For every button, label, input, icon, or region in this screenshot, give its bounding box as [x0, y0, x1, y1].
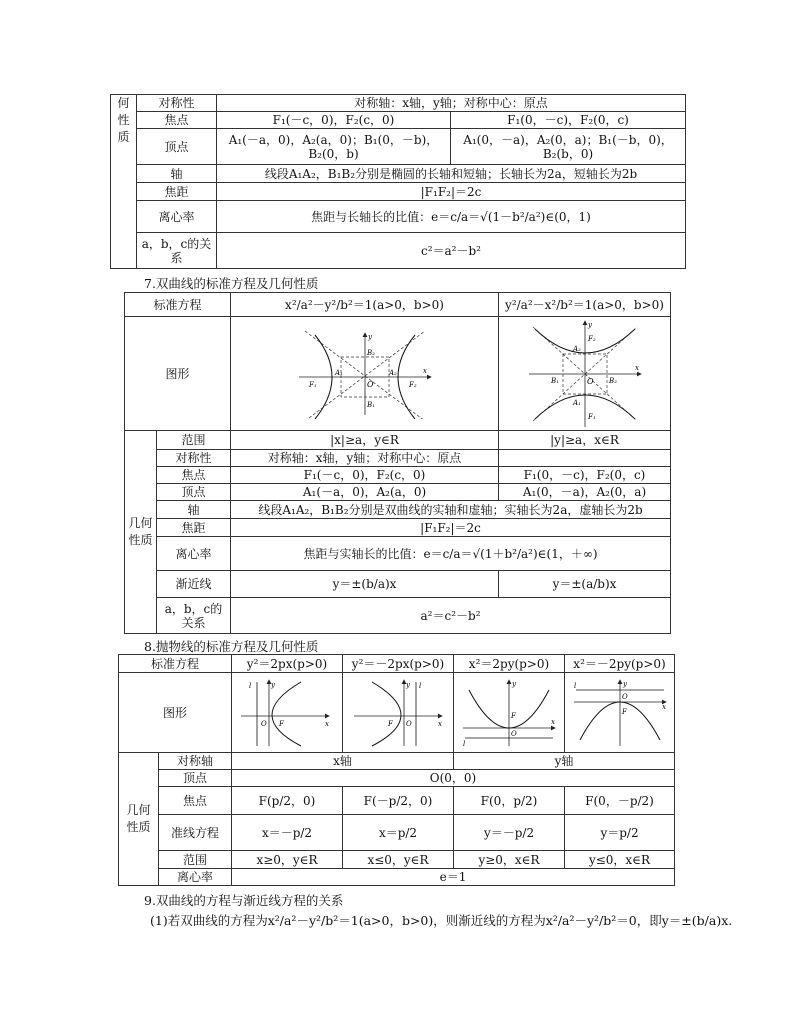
parabola-left-figure: [350, 678, 446, 748]
svg-text:y: y: [271, 680, 275, 689]
parabola-table: [118, 654, 675, 886]
hyperbola-table: [124, 292, 671, 634]
row-label: 离心率: [159, 869, 232, 886]
cell: F₁(－c，0)，F₂(c，0): [231, 467, 499, 484]
svg-text:l: l: [249, 681, 252, 690]
svg-text:B₁: B₁: [366, 400, 375, 409]
cell: y＝p/2: [565, 815, 675, 851]
row-label: 轴: [137, 165, 217, 183]
svg-text:F₁: F₁: [587, 412, 596, 421]
cell: 焦距与实轴长的比值：e＝c/a＝√(1＋b²/a²)∈(1，＋∞): [231, 537, 671, 571]
row-label: 轴: [157, 501, 231, 519]
svg-text:F: F: [388, 719, 393, 728]
cell: |y|≥a，x∈R: [499, 431, 671, 450]
parabola-side-label: 几何性质: [119, 753, 159, 886]
row-label: 离心率: [157, 537, 231, 571]
row-label: a，b，c的关系: [157, 598, 231, 634]
cell: a²＝c²－b²: [231, 598, 671, 634]
parabola-up-figure: [459, 678, 559, 748]
cell: x≥0，y∈R: [232, 851, 343, 869]
cell: 对称轴：x轴，y轴；对称中心：原点: [231, 450, 499, 467]
svg-text:O: O: [366, 379, 374, 389]
svg-text:A₂: A₂: [388, 368, 397, 377]
svg-text:F: F: [511, 711, 516, 720]
cell: 对称轴：x轴，y轴；对称中心：原点: [217, 95, 686, 112]
cell: F(－p/2，0): [343, 787, 454, 815]
svg-text:x: x: [422, 366, 427, 375]
cell: x＝－p/2: [232, 815, 343, 851]
std-label: 标准方程: [125, 293, 231, 317]
svg-text:F₂: F₂: [408, 380, 417, 389]
svg-text:O: O: [586, 376, 594, 386]
row-label: 渐近线: [157, 571, 231, 598]
row-label: a，b，c的关系: [137, 233, 217, 269]
row-label: 焦点: [157, 467, 231, 484]
cell: y＝±(b/a)x: [231, 571, 499, 598]
std-equation-horizontal: x²/a²－y²/b²＝1(a>0，b>0): [231, 293, 499, 317]
cell: F₁(0，－c)，F₂(0，c): [451, 112, 686, 129]
svg-text:F: F: [621, 707, 627, 716]
row-label: 离心率: [137, 201, 217, 233]
parabola-graph-left: [343, 673, 454, 753]
std-equation: x²＝2py(p>0): [454, 655, 565, 673]
cell: c²＝a²－b²: [217, 233, 686, 269]
svg-text:A₁: A₁: [572, 398, 581, 407]
cell: A₁(0，－a)，A₂(0，a)；B₁(－b，0)，B₂(b，0): [451, 129, 686, 165]
svg-text:x: x: [438, 719, 442, 728]
row-label: 准线方程: [159, 815, 232, 851]
svg-text:F₂: F₂: [587, 334, 596, 343]
section9-item1: (1)若双曲线的方程为x²/a²－y²/b²＝1(a>0，b>0)，则渐近线的方程为x²/a²－y²/b²＝0，即y＝±(b/a)x.: [150, 913, 733, 928]
svg-text:x: x: [661, 702, 666, 711]
cell: y＝－p/2: [454, 815, 565, 851]
svg-text:l: l: [573, 681, 576, 690]
graph-label: 图形: [125, 317, 231, 431]
graph-label: 图形: [119, 673, 232, 753]
row-label: 范围: [157, 431, 231, 450]
svg-text:B₂: B₂: [366, 348, 375, 357]
svg-text:O: O: [621, 692, 628, 701]
svg-text:O: O: [406, 719, 412, 728]
row-label: 焦距: [137, 183, 217, 201]
svg-text:x: x: [634, 363, 639, 372]
cell: x＝p/2: [343, 815, 454, 851]
cell: F(0，－p/2): [565, 787, 675, 815]
cell: |F₁F₂|＝2c: [217, 183, 686, 201]
hyperbola-graph-vertical: [499, 317, 671, 431]
cell: 焦距与长轴长的比值：e＝c/a＝√(1－b²/a²)∈(0，1): [217, 201, 686, 233]
ellipse-properties-table: [110, 94, 686, 269]
svg-text:x: x: [325, 719, 329, 728]
svg-text:A₁: A₁: [334, 368, 343, 377]
parabola-graph-down: [565, 673, 675, 753]
row-label: 范围: [159, 851, 232, 869]
cell: |F₁F₂|＝2c: [231, 519, 671, 537]
svg-text:B₁: B₁: [550, 376, 559, 385]
cell: F₁(0，－c)，F₂(0，c): [499, 467, 671, 484]
svg-text:O: O: [511, 729, 517, 738]
row-label: 顶点: [159, 770, 232, 787]
cell: e＝1: [232, 869, 675, 886]
cell: x≤0，y∈R: [343, 851, 454, 869]
std-equation: y²＝2px(p>0): [232, 655, 343, 673]
parabola-graph-up: [454, 673, 565, 753]
svg-text:y: y: [367, 332, 372, 341]
row-label: 对称轴: [159, 753, 232, 770]
cell: A₁(－a，0)，A₂(a，0): [231, 484, 499, 501]
svg-text:y: y: [622, 679, 627, 688]
row-label: 焦距: [157, 519, 231, 537]
cell: |x|≥a，y∈R: [231, 431, 499, 450]
svg-text:A₂: A₂: [572, 344, 581, 353]
svg-text:x: x: [551, 717, 555, 726]
hyperbola-graph-horizontal: [231, 317, 499, 431]
section9-title: 9.双曲线的方程与渐近线方程的关系: [144, 893, 344, 908]
cell: F(p/2，0): [232, 787, 343, 815]
hyperbola-vertical-figure: [525, 319, 645, 429]
cell: F(0，p/2): [454, 787, 565, 815]
parabola-down-figure: [570, 678, 670, 748]
std-equation: x²＝－2py(p>0): [565, 655, 675, 673]
row-label: 顶点: [157, 484, 231, 501]
parabola-graph-right: [232, 673, 343, 753]
cell: x轴: [232, 753, 454, 770]
cell: 线段A₁A₂，B₁B₂分别是椭圆的长轴和短轴；长轴长为2a，短轴长为2b: [217, 165, 686, 183]
hyperbola-section-title: 7.双曲线的标准方程及几何性质: [144, 276, 319, 291]
cell: A₁(－a，0)，A₂(a，0)；B₁(0，－b)，B₂(0，b): [217, 129, 451, 165]
hyperbola-horizontal-figure: [295, 329, 435, 419]
row-label: 焦点: [137, 112, 217, 129]
std-equation-vertical: y²/a²－x²/b²＝1(a>0，b>0): [499, 293, 671, 317]
row-label: 对称性: [157, 450, 231, 467]
svg-text:y: y: [406, 680, 410, 689]
svg-text:O: O: [261, 719, 267, 728]
svg-text:B₂: B₂: [608, 376, 617, 385]
svg-text:l: l: [463, 739, 466, 748]
svg-text:y: y: [587, 320, 592, 329]
svg-text:y: y: [512, 679, 516, 688]
parabola-section-title: 8.抛物线的标准方程及几何性质: [144, 639, 319, 654]
ellipse-side-label: 何性质: [111, 95, 137, 269]
cell: y轴: [454, 753, 675, 770]
cell: y≤0，x∈R: [565, 851, 675, 869]
svg-text:F: F: [279, 719, 284, 728]
cell: A₁(0，－a)，A₂(0，a): [499, 484, 671, 501]
cell: F₁(－c，0)，F₂(c，0): [217, 112, 451, 129]
cell: y≥0，x∈R: [454, 851, 565, 869]
parabola-right-figure: [239, 678, 335, 748]
hyperbola-side-label: 几何性质: [125, 431, 157, 634]
std-label: 标准方程: [119, 655, 232, 673]
row-label: 顶点: [137, 129, 217, 165]
row-label: 焦点: [159, 787, 232, 815]
cell: 线段A₁A₂，B₁B₂分别是双曲线的实轴和虚轴；实轴长为2a，虚轴长为2b: [231, 501, 671, 519]
cell: [499, 450, 671, 467]
svg-text:l: l: [419, 681, 422, 690]
cell: O(0，0): [232, 770, 675, 787]
std-equation: y²＝－2px(p>0): [343, 655, 454, 673]
svg-text:F₁: F₁: [308, 380, 317, 389]
cell: y＝±(a/b)x: [499, 571, 671, 598]
row-label: 对称性: [137, 95, 217, 112]
